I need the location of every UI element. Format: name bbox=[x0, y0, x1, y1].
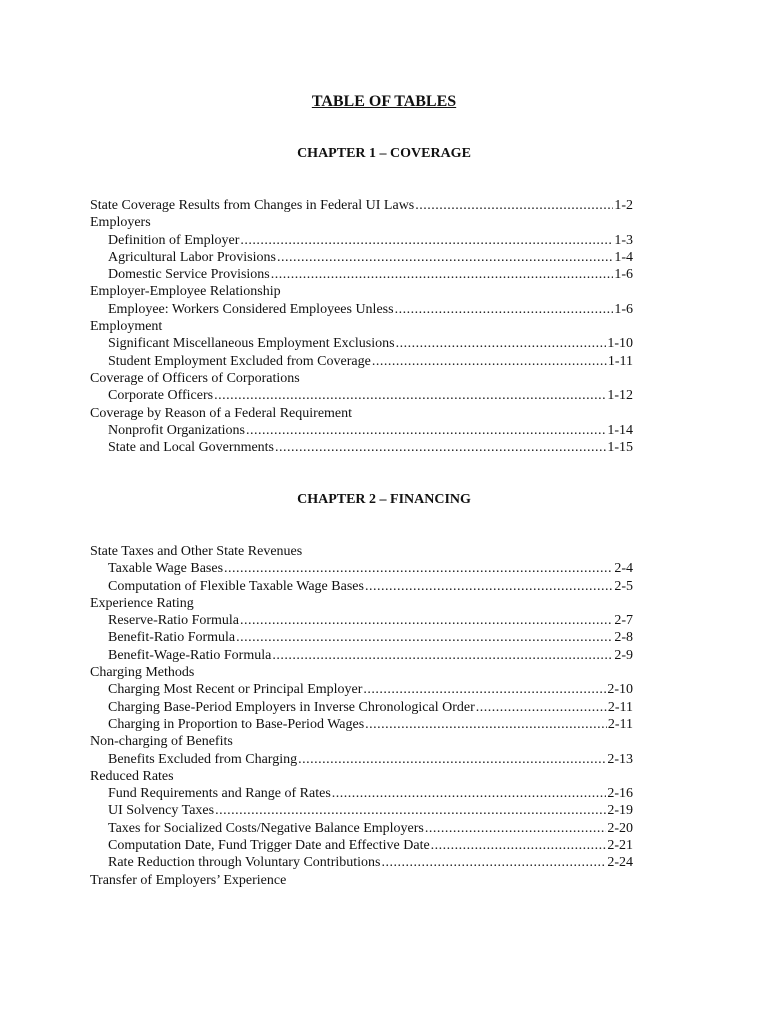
chapter-2-toc bbox=[90, 543, 633, 889]
toc-entry-label: Computation of Flexible Taxable Wage Bases bbox=[108, 578, 364, 594]
toc-entry-label: State Taxes and Other State Revenues bbox=[90, 544, 303, 559]
dot-leader bbox=[277, 249, 613, 266]
toc-entry-label: Benefit-Ratio Formula bbox=[108, 630, 236, 646]
toc-entry[interactable] bbox=[90, 612, 633, 629]
toc-entry-page-number: 2-7 bbox=[614, 613, 633, 629]
toc-entry-label: Benefits Excluded from Charging bbox=[108, 751, 298, 767]
dot-leader bbox=[363, 681, 606, 698]
toc-entry-label: Domestic Service Provisions bbox=[108, 267, 270, 283]
toc-entry[interactable] bbox=[90, 647, 633, 664]
toc-entry-label: Charging Base-Period Employers in Inverse Chronological Order bbox=[108, 699, 475, 715]
dot-leader bbox=[271, 266, 614, 283]
toc-section-heading bbox=[90, 318, 633, 335]
toc-entry-label: Charging Methods bbox=[90, 665, 195, 681]
toc-entry-page-number: 2-11 bbox=[607, 716, 633, 732]
dot-leader bbox=[215, 802, 606, 819]
toc-entry[interactable] bbox=[90, 837, 633, 854]
dot-leader bbox=[246, 422, 606, 439]
dot-leader bbox=[365, 578, 613, 595]
toc-entry[interactable] bbox=[90, 266, 633, 283]
toc-entry-page-number: 1-10 bbox=[607, 336, 633, 352]
toc-entry-page-number: 1-15 bbox=[607, 440, 633, 456]
dot-leader bbox=[476, 699, 607, 716]
dot-leader bbox=[415, 197, 613, 214]
dot-leader bbox=[224, 560, 613, 577]
dot-leader bbox=[431, 837, 607, 854]
dot-leader bbox=[372, 353, 607, 370]
chapter-2-heading: CHAPTER 2 – FINANCING bbox=[297, 492, 471, 507]
toc-entry-page-number: 2-24 bbox=[607, 855, 633, 871]
toc-entry-page-number: 1-12 bbox=[607, 388, 633, 404]
dot-leader bbox=[381, 854, 606, 871]
toc-entry-label: Experience Rating bbox=[90, 595, 194, 611]
toc-entry-label: Fund Requirements and Range of Rates bbox=[108, 786, 331, 802]
toc-entry[interactable] bbox=[90, 232, 633, 249]
toc-entry[interactable] bbox=[90, 197, 633, 214]
toc-entry-label: Charging Most Recent or Principal Employer bbox=[108, 682, 363, 698]
toc-entry[interactable] bbox=[90, 249, 633, 266]
toc-entry[interactable] bbox=[90, 301, 633, 318]
toc-section-heading bbox=[90, 214, 633, 231]
toc-section-heading bbox=[90, 664, 633, 681]
toc-section-heading bbox=[90, 872, 633, 889]
toc-entry-label: Employers bbox=[90, 215, 151, 231]
toc-entry-label: Nonprofit Organizations bbox=[108, 422, 245, 438]
toc-entry-label: UI Solvency Taxes bbox=[108, 803, 215, 819]
dot-leader bbox=[298, 751, 606, 768]
toc-entry-page-number: 1-6 bbox=[614, 301, 633, 317]
toc-entry-page-number: 1-11 bbox=[607, 353, 633, 369]
toc-entry-page-number: 1-14 bbox=[607, 422, 633, 438]
toc-entry[interactable] bbox=[90, 699, 633, 716]
toc-entry[interactable] bbox=[90, 716, 633, 733]
chapter-1-toc bbox=[90, 197, 633, 456]
toc-entry-label: Employment bbox=[90, 319, 163, 335]
toc-entry-label: Coverage of Officers of Corporations bbox=[90, 370, 300, 386]
toc-entry-page-number: 1-4 bbox=[614, 249, 633, 265]
toc-entry-label: Non-charging of Benefits bbox=[90, 734, 233, 750]
toc-entry-label: Agricultural Labor Provisions bbox=[108, 249, 276, 265]
toc-entry-label: Taxable Wage Bases bbox=[108, 561, 224, 577]
toc-entry[interactable] bbox=[90, 681, 633, 698]
toc-entry-page-number: 2-5 bbox=[614, 578, 633, 594]
toc-entry[interactable] bbox=[90, 335, 633, 352]
toc-entry-page-number: 2-19 bbox=[607, 803, 633, 819]
toc-entry-label: Employee: Workers Considered Employees Unless bbox=[108, 301, 394, 317]
dot-leader bbox=[214, 387, 606, 404]
dot-leader bbox=[395, 301, 614, 318]
toc-entry-label: Student Employment Excluded from Coverage bbox=[108, 353, 371, 369]
toc-entry-page-number: 2-16 bbox=[607, 786, 633, 802]
toc-entry-label: Benefit-Wage-Ratio Formula bbox=[108, 647, 272, 663]
toc-entry-label: Charging in Proportion to Base-Period Wages bbox=[108, 716, 365, 732]
toc-section-heading bbox=[90, 370, 633, 387]
toc-entry-label: Reduced Rates bbox=[90, 768, 174, 784]
toc-entry-label: Rate Reduction through Voluntary Contributions bbox=[108, 855, 381, 871]
dot-leader bbox=[365, 716, 607, 733]
toc-section-heading bbox=[90, 595, 633, 612]
toc-entry[interactable] bbox=[90, 439, 633, 456]
toc-entry[interactable] bbox=[90, 854, 633, 871]
toc-entry[interactable] bbox=[90, 578, 633, 595]
toc-entry-page-number: 2-11 bbox=[607, 699, 633, 715]
dot-leader bbox=[425, 820, 606, 837]
dot-leader bbox=[332, 785, 607, 802]
toc-entry-page-number: 1-3 bbox=[614, 232, 633, 248]
dot-leader bbox=[275, 439, 606, 456]
toc-entry-label: Taxes for Socialized Costs/Negative Balance Employers bbox=[108, 820, 424, 836]
toc-entry-label: State Coverage Results from Changes in Federal UI Laws bbox=[90, 198, 415, 213]
toc-entry[interactable] bbox=[90, 629, 633, 646]
toc-entry-page-number: 2-13 bbox=[607, 751, 633, 767]
toc-entry[interactable] bbox=[90, 820, 633, 837]
toc-entry[interactable] bbox=[90, 802, 633, 819]
toc-entry[interactable] bbox=[90, 751, 633, 768]
toc-entry-page-number: 2-8 bbox=[614, 630, 633, 646]
toc-entry-label: Reserve-Ratio Formula bbox=[108, 613, 240, 629]
dot-leader bbox=[240, 232, 613, 249]
dot-leader bbox=[236, 629, 613, 646]
toc-entry-label: Corporate Officers bbox=[108, 388, 214, 404]
toc-entry-page-number: 2-20 bbox=[607, 820, 633, 836]
toc-entry-label: Significant Miscellaneous Employment Exclusions bbox=[108, 336, 395, 352]
toc-entry[interactable] bbox=[90, 353, 633, 370]
page-title: TABLE OF TABLES bbox=[311, 93, 457, 110]
toc-entry-page-number: 1-2 bbox=[614, 198, 633, 213]
toc-entry-label: Transfer of Employers’ Experience bbox=[90, 872, 287, 888]
toc-section-heading bbox=[90, 283, 633, 300]
toc-section-heading bbox=[90, 543, 633, 560]
toc-entry[interactable] bbox=[90, 422, 633, 439]
dot-leader bbox=[396, 335, 607, 352]
dot-leader bbox=[240, 612, 613, 629]
toc-entry[interactable] bbox=[90, 387, 633, 404]
toc-entry-label: State and Local Governments bbox=[108, 440, 275, 456]
toc-entry-page-number: 1-6 bbox=[614, 267, 633, 283]
toc-entry-page-number: 2-10 bbox=[607, 682, 633, 698]
toc-entry-page-number: 2-9 bbox=[614, 647, 633, 663]
chapter-1-heading: CHAPTER 1 – COVERAGE bbox=[297, 146, 471, 161]
toc-section-heading bbox=[90, 733, 633, 750]
toc-entry[interactable] bbox=[90, 560, 633, 577]
toc-entry-label: Coverage by Reason of a Federal Requirement bbox=[90, 405, 353, 421]
toc-entry-label: Computation Date, Fund Trigger Date and Effective Date bbox=[108, 838, 430, 854]
toc-entry-label: Employer-Employee Relationship bbox=[90, 284, 281, 300]
toc-entry[interactable] bbox=[90, 785, 633, 802]
toc-section-heading bbox=[90, 768, 633, 785]
dot-leader bbox=[272, 647, 613, 664]
toc-entry-page-number: 2-21 bbox=[607, 838, 633, 854]
toc-entry-label: Definition of Employer bbox=[108, 232, 240, 248]
toc-entry-page-number: 2-4 bbox=[614, 561, 633, 577]
toc-section-heading bbox=[90, 405, 633, 422]
